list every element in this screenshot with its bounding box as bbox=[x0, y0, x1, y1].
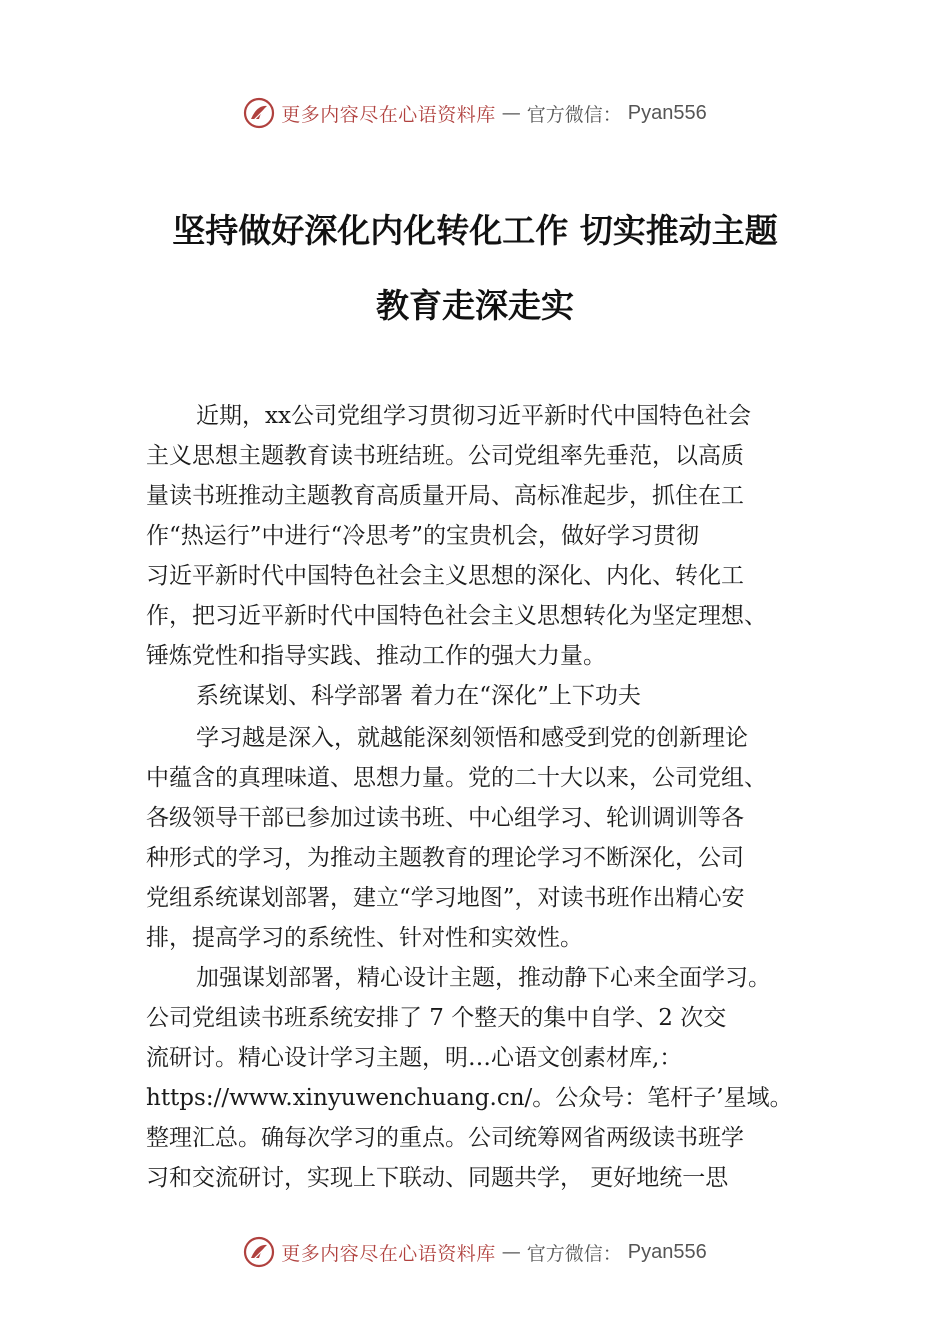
body-line: 整理汇总。确每次学习的重点。公司统筹网省两级读书班学 bbox=[146, 1125, 744, 1151]
body-line: 锤炼党性和指导实践、推动工作的强大力量。 bbox=[146, 643, 606, 669]
document-title-line-1: 坚持做好深化内化转化工作 切实推动主题 bbox=[172, 211, 778, 250]
banner-wechat-id: Pyan556 bbox=[627, 1240, 707, 1263]
body-line: 习近平新时代中国特色社会主义思想的深化、内化、转化工 bbox=[146, 563, 744, 589]
body-line: 主义思想主题教育读书班结班。公司党组率先垂范，以高质 bbox=[146, 443, 744, 469]
brand-logo-icon bbox=[243, 97, 275, 129]
banner-brand-text: 更多内容尽在心语资料库 bbox=[281, 1242, 496, 1265]
banner-wechat-label: 官方微信： bbox=[526, 103, 622, 126]
footer-banner bbox=[0, 1232, 950, 1272]
body-line: 学习越是深入，就越能深刻领悟和感受到党的创新理论 bbox=[196, 725, 748, 751]
body-line: 种形式的学习，为推动主题教育的理论学习不断深化，公司 bbox=[146, 845, 744, 871]
banner-separator: — bbox=[501, 1241, 521, 1263]
document-title-line-2: 教育走深走实 bbox=[376, 286, 574, 325]
body-line: 量读书班推动主题教育高质量开局、高标准起步，抓住在工 bbox=[146, 483, 744, 509]
body-line: 各级领导干部已参加过读书班、中心组学习、轮训调训等各 bbox=[146, 805, 744, 831]
body-line: 中蕴含的真理味道、思想力量。党的二十大以来，公司党组、 bbox=[146, 765, 767, 791]
body-line: 加强谋划部署，精心设计主题，推动静下心来全面学习。 bbox=[196, 965, 771, 991]
banner-brand-text: 更多内容尽在心语资料库 bbox=[281, 103, 496, 126]
body-line: 党组系统谋划部署，建立“学习地图”，对读书班作出精心安 bbox=[146, 885, 745, 911]
body-line: 流研讨。精心设计学习主题，明…心语文创素材库,： bbox=[146, 1045, 683, 1071]
body-line: 近期，xx公司党组学习贯彻习近平新时代中国特色社会 bbox=[196, 403, 751, 429]
body-line: 排，提高学习的系统性、针对性和实效性。 bbox=[146, 925, 583, 951]
banner-wechat-label: 官方微信： bbox=[526, 1242, 622, 1265]
banner-separator: — bbox=[501, 102, 521, 124]
brand-logo-icon bbox=[243, 1236, 275, 1268]
body-line: 作“热运行”中进行“冷思考”的宝贵机会，做好学习贯彻 bbox=[146, 523, 700, 549]
body-line: 公司党组读书班系统安排了 7 个整天的集中自学、2 次交 bbox=[146, 1005, 727, 1031]
url-line: https://www.xinyuwenchuang.cn/。公众号：笔杆子’星域。 bbox=[146, 1085, 793, 1111]
body-line: 习和交流研讨，实现上下联动、同题共学， 更好地统一思 bbox=[146, 1165, 729, 1191]
body-line: 作，把习近平新时代中国特色社会主义思想转化为坚定理想、 bbox=[146, 603, 767, 629]
header-banner bbox=[0, 93, 950, 133]
section-heading: 系统谋划、科学部署 着力在“深化”上下功夫 bbox=[196, 683, 641, 709]
banner-wechat-id: Pyan556 bbox=[627, 101, 707, 124]
